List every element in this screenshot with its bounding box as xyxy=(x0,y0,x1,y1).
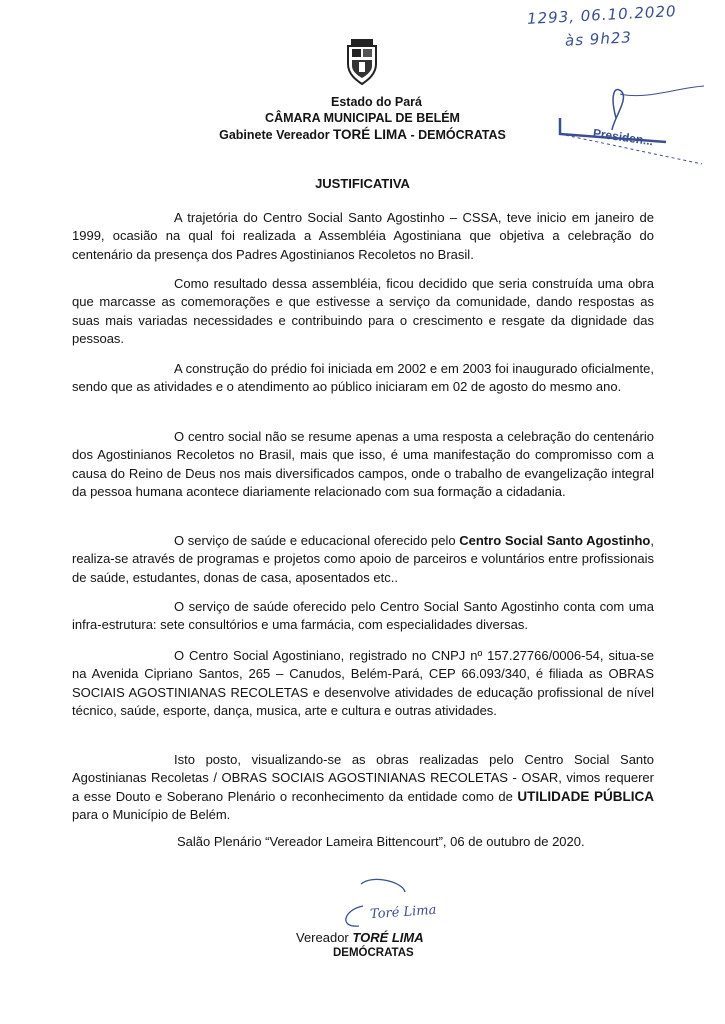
paragraph-3: A construção do prédio foi iniciada em 2002 e em 2003 foi inaugurado oficialmente, sendo que as atividades e o atendimento ao público iniciaram em 02 de agosto do mesmo ano. xyxy=(72,361,654,395)
paragraph-5-start: O serviço de saúde e educacional oferecido pelo xyxy=(174,533,460,548)
paragraph-2: Como resultado dessa assembléia, ficou decidido que seria construída uma obra que marcasse as comemorações e que estivesse a serviço da comunidade, dando respostas as suas mais variadas necessidades e contribuindo para o crescimento e resgate da dignidade das pessoas. xyxy=(72,276,654,347)
protocol-annotation: 1293, 06.10.2020 xyxy=(526,2,677,28)
header-office-prefix: Gabinete Vereador xyxy=(219,128,334,142)
paragraph-5 xyxy=(72,532,654,587)
signature-script: Toré Lima xyxy=(369,902,437,923)
paragraph-8 xyxy=(72,751,654,825)
signer-name-bold: TORÉ LIMA xyxy=(352,930,424,945)
paragraph-8-start: Isto posto, visualizando-se as obras realizadas pelo Centro Social Santo Agostinianas Recoletas / OBRAS SOCIAIS AGOSTINIANAS RECOLETAS - OSAR, vimos requerer a esse Douto e Soberano Plenário o reconhecimento da entidade como de xyxy=(72,752,654,804)
document-title: JUSTIFICATIVA xyxy=(315,176,410,191)
header-state: Estado do Pará xyxy=(331,95,422,109)
coat-of-arms-icon xyxy=(342,38,382,86)
paragraph-8-end: para o Município de Belém. xyxy=(72,807,231,823)
signer-title: Vereador xyxy=(296,930,353,945)
paragraph-6: O serviço de saúde oferecido pelo Centro Social Santo Agostinho conta com uma infra-estrutura: sete consultórios e uma farmácia, com especialidades diversas. xyxy=(72,599,654,633)
paragraph-4: O centro social não se resume apenas a uma resposta a celebração do centenário dos Agostinianos Recoletos no Brasil, mais que isso, é uma manifestação do compromisso com a causa do Reino de Deus nos mais diversificados campos, onde o trabalho de evangelização integral da pessoa humana acontece diariamente relacionado com sua formação a cidadania. xyxy=(72,429,654,500)
stamp-label: Presiden... xyxy=(592,126,655,149)
reception-stamp xyxy=(556,78,706,168)
paragraph-8-emphasis: UTILIDADE PÚBLICA xyxy=(517,788,654,804)
signer-party: DEMÓCRATAS xyxy=(333,947,414,959)
paragraph-5-end: , realiza-se através de programas e projetos como apoio de parceiros e voluntários entre profissionais de saúde, estudantes, donas de casa, aposentados etc.. xyxy=(72,533,654,585)
header-office-name: TORÉ LIMA xyxy=(333,127,408,142)
paragraph-5-entity: Centro Social Santo Agostinho xyxy=(459,533,651,548)
signer-name xyxy=(296,930,424,945)
header-chamber: CÂMARA MUNICIPAL DE BELÉM xyxy=(265,111,460,125)
paragraph-1: A trajetória do Centro Social Santo Agostinho – CSSA, teve inicio em janeiro de 1999, ocasião na qual foi realizada a Assembléia Agostiniana que objetiva a celebração do centenário da presença dos Padres Agostinianos Recoletos no Brasil. xyxy=(72,210,654,262)
handwritten-signature xyxy=(333,876,473,930)
closing-line: Salão Plenário “Vereador Lameira Bittencourt”, 06 de outubro de 2020. xyxy=(177,834,585,849)
time-annotation: às 9h23 xyxy=(564,28,633,50)
paragraph-7: O Centro Social Agostiniano, registrado no CNPJ nº 157.27766/0006-54, situa-se na Avenida Cipriano Santos, 265 – Canudos, Belém-Pará, CEP 66.093/340, é filiada as OBRAS SOCIAIS AGOSTINIANAS RECOLETAS e desenvolve atividades de educação profissional de nível técnico, saúde, esporte, dança, musica, arte e cultura e outras atividades. xyxy=(72,648,654,719)
header-office-suffix: - DEMÓCRATAS xyxy=(407,128,506,142)
